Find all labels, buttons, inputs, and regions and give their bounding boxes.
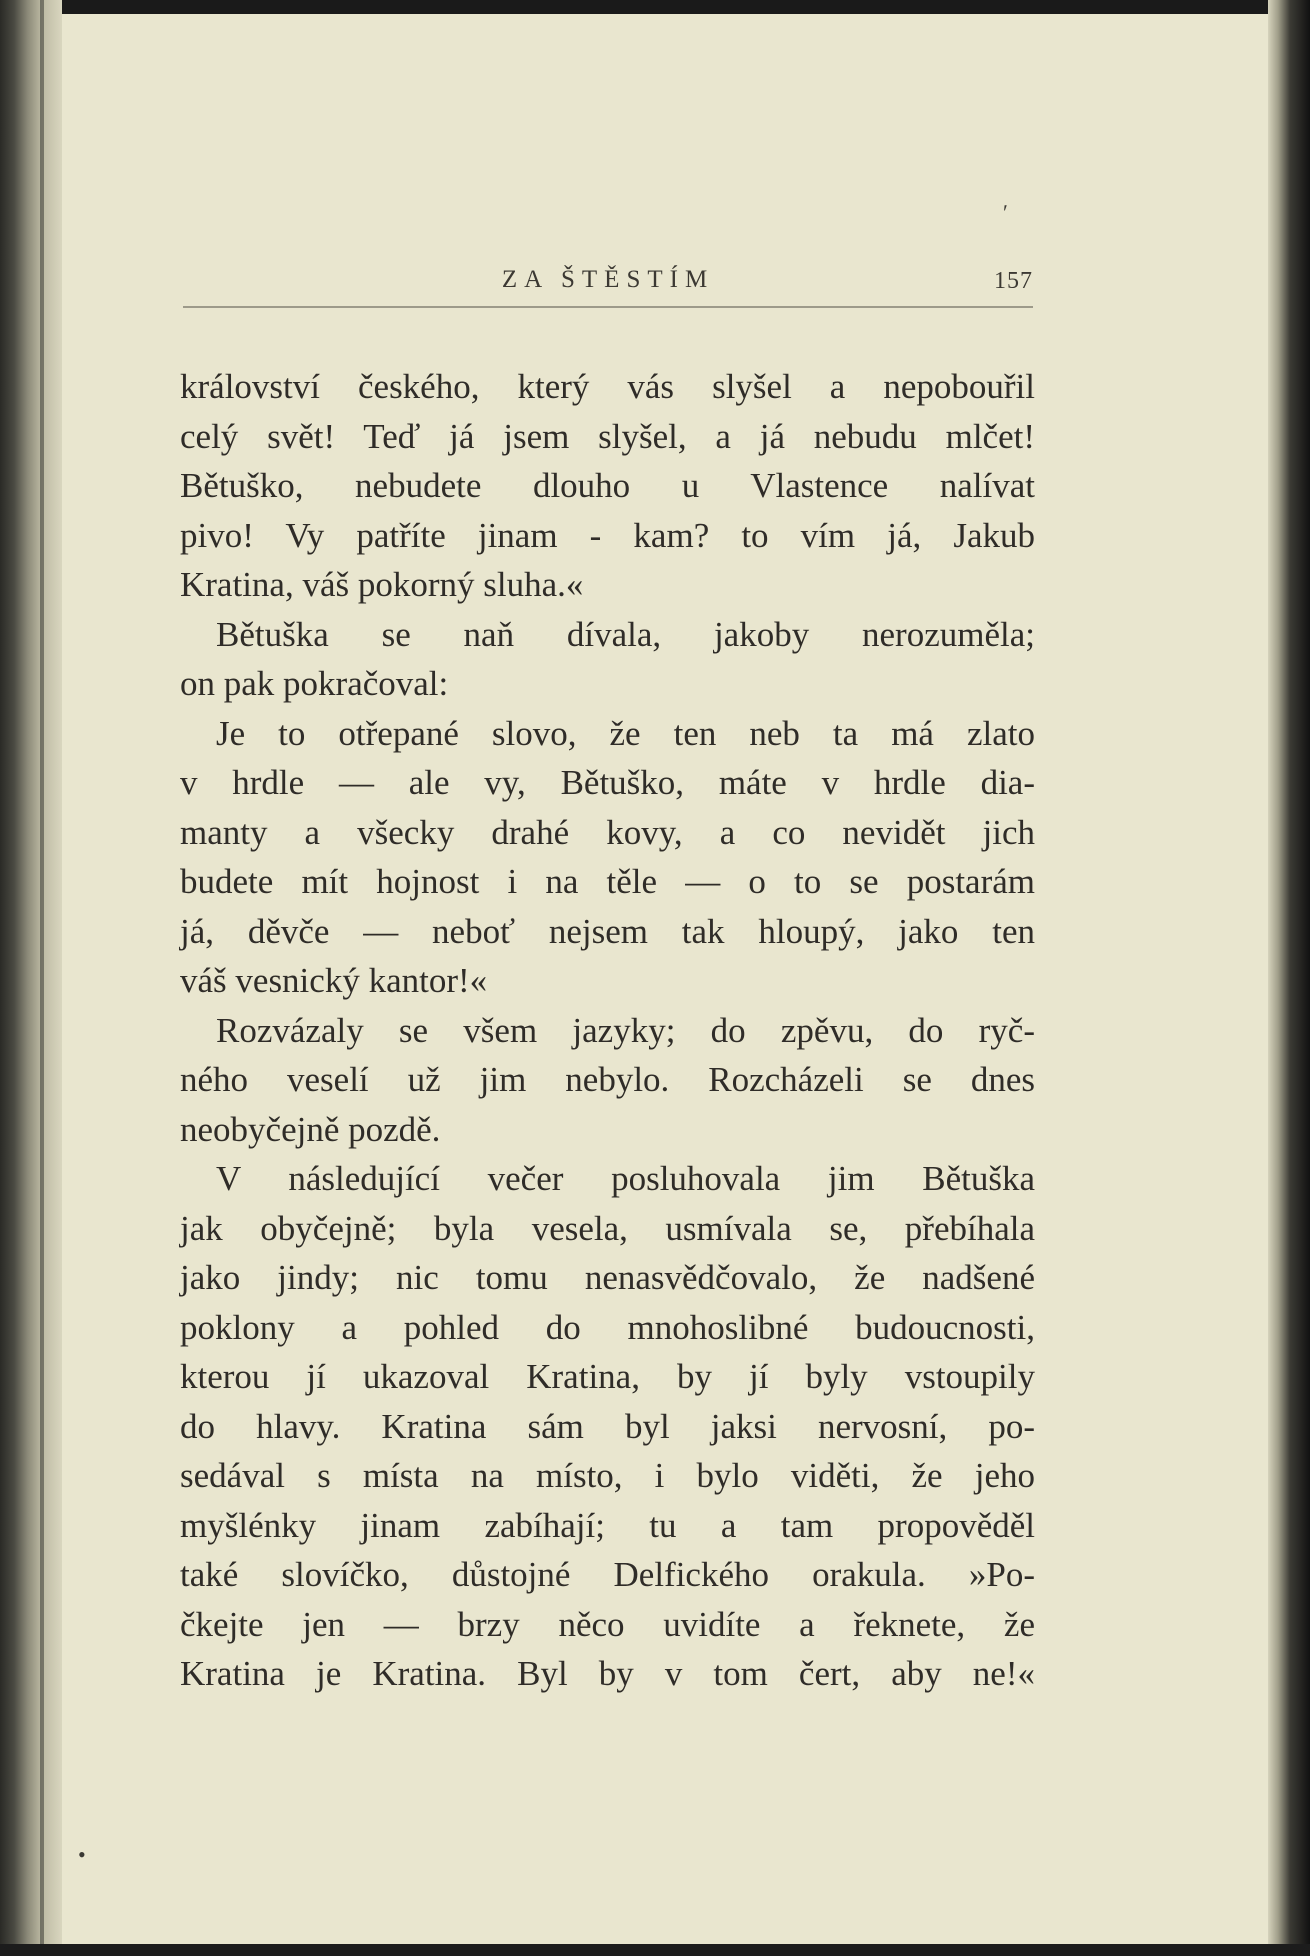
text-line: Kratina, váš pokorný sluha.« (180, 565, 584, 604)
book-gutter (0, 0, 62, 1956)
text-line: Bětuška se naň dívala, jakoby nerozuměla; (216, 614, 1035, 654)
running-title: ZA ŠTĚSTÍM (501, 266, 715, 293)
text-line: jak obyčejně; byla vesela, usmívala se, přebíhala (180, 1208, 1035, 1248)
text-line: Rozvázaly se všem jazyky; do zpěvu, do ryč- (216, 1010, 1035, 1050)
text-line: budete mít hojnost i na těle — o to se postarám (180, 862, 1035, 901)
text-line: čkejte jen — brzy něco uvidíte a řeknete, že (180, 1604, 1035, 1644)
text-line: myšlénky jinam zabíhají; tu a tam propověděl (180, 1505, 1035, 1545)
text-line: celý svět! Teď já jsem slyšel, a já nebudu mlčet! (180, 416, 1035, 456)
text-line: já, děvče — neboť nejsem tak hloupý, jako ten (180, 911, 1035, 951)
text-line: jako jindy; nic tomu nenasvědčovalo, že nadšené (180, 1258, 1035, 1297)
scan-top-edge (0, 0, 1310, 14)
text-line: neobyčejně pozdě. (180, 1109, 441, 1149)
text-line: sedával s místa na místo, i bylo viděti, že jeho (180, 1456, 1035, 1495)
text-line: ného veselí už jim nebylo. Rozcházeli se dnes (180, 1060, 1035, 1099)
text-line: pivo! Vy patříte jinam - kam? to vím já, Jakub (180, 515, 1035, 555)
scan-right-edge (1268, 0, 1310, 1956)
text-line: poklony a pohled do mnohoslibné budoucnosti, (180, 1307, 1035, 1347)
text-line: v hrdle — ale vy, Bětuško, máte v hrdle dia- (180, 763, 1035, 802)
text-line: také slovíčko, důstojné Delfického orakula. »Po- (180, 1555, 1035, 1594)
scan-speck: ʹ (1003, 200, 1008, 225)
gutter-shadow-line (40, 0, 44, 1956)
text-line: do hlavy. Kratina sám byl jaksi nervosní, po- (180, 1406, 1035, 1446)
text-line: V následující večer posluhovala jim Bětuška (216, 1159, 1035, 1198)
text-line: on pak pokračoval: (180, 664, 449, 703)
text-line: váš vesnický kantor!« (180, 961, 488, 1000)
page-number: 157 (994, 268, 1033, 294)
text-line: Bětuško, nebudete dlouho u Vlastence nalívat (180, 466, 1035, 505)
text-line: Je to otřepané slovo, že ten neb ta má zlato (216, 713, 1035, 753)
text-line: kterou jí ukazoval Kratina, by jí byly vstoupily (180, 1357, 1035, 1396)
header-rule (183, 306, 1033, 308)
text-line: manty a všecky drahé kovy, a co nevidět jich (180, 812, 1035, 852)
running-header (183, 262, 1033, 302)
body-text (180, 362, 1035, 1699)
scan-speck: • (78, 1842, 86, 1867)
text-line: Kratina je Kratina. Byl by v tom čert, aby ne!« (180, 1654, 1035, 1693)
text-line: království českého, který vás slyšel a nepobouřil (180, 367, 1035, 406)
scan-bottom-edge (0, 1944, 1310, 1956)
